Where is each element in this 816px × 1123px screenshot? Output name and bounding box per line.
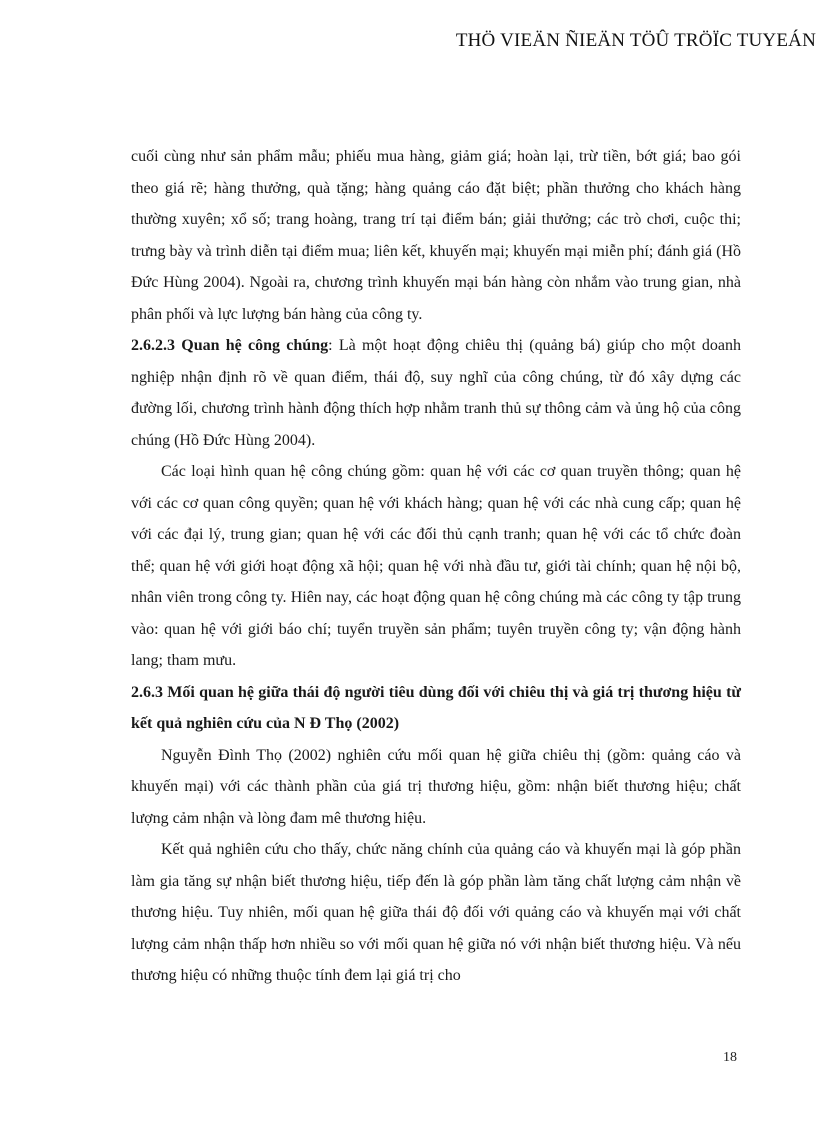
paragraph-public-relations: [131, 330, 741, 456]
subsection-heading-public-relations: 2.6.2.3 Quan hệ công chúng: [131, 337, 329, 354]
page-header-title: THÖ VIEÄN ÑIEÄN TÖÛ TRÖÏC TUYEÁN: [455, 30, 816, 51]
page-number: 18: [723, 1050, 737, 1065]
paragraph-promotion-list: cuối cùng như sản phẩm mẫu; phiếu mua hàng, giảm giá; hoàn lại, trừ tiền, bớt giá; bao gói theo giá rẽ; hàng thưởng, quà tặng; hàng quảng cáo đặt biệt; phần thưởng cho khách hàng thường xuyên; xổ số; trang hoàng, trang trí tại điểm bán; giải thưởng; các trò chơi, cuộc thi; trưng bày và trình diễn tại điểm mua; liên kết, khuyến mại; khuyến mại miễn phí; đánh giá (Hồ Đức Hùng 2004). Ngoài ra, chương trình khuyến mại bán hàng còn nhắm vào trung gian, nhà phân phối và lực lượng bán hàng của công ty.: [131, 148, 741, 323]
public-relations-definition: : Là một hoạt động chiêu thị (quảng bá) giúp cho một doanh nghiệp nhận định rõ về quan điểm, thái độ, suy nghĩ của công chúng, từ đó xây dựng các đường lối, chương trình hành động thích hợp nhằm tranh thủ sự thông cảm và ủng hộ của công chúng (Hồ Đức Hùng 2004).: [131, 337, 741, 449]
paragraph-research-results: Kết quả nghiên cứu cho thấy, chức năng chính của quảng cáo và khuyến mại là góp phần làm gia tăng sự nhận biết thương hiệu, tiếp đến là góp phần làm tăng chất lượng cảm nhận về thương hiệu. Tuy nhiên, mối quan hệ giữa thái độ đối với quảng cáo và khuyến mại với chất lượng cảm nhận thấp hơn nhiều so với mối quan hệ giữa nó với nhận biết thương hiệu. Và nếu thương hiệu có những thuộc tính đem lại giá trị cho: [131, 841, 741, 984]
paragraph-pr-types: Các loại hình quan hệ công chúng gồm: quan hệ với các cơ quan truyền thông; quan hệ với các cơ quan công quyền; quan hệ với khách hàng; quan hệ với các nhà cung cấp; quan hệ với các đại lý, trung gian; quan hệ với các đối thủ cạnh tranh; quan hệ với các tổ chức đoàn thể; quan hệ với giới hoạt động xã hội; quan hệ với nhà đầu tư, giới tài chính; quan hệ nội bộ, nhân viên trong công ty. Hiên nay, các hoạt động quan hệ công chúng mà các công ty tập trung vào: quan hệ với giới báo chí; tuyển truyền sản phẩm; tuyên truyền công ty; vận động hành lang; tham mưu.: [131, 463, 741, 669]
paragraph-nguyen-dinh-tho-study: Nguyễn Đình Thọ (2002) nghiên cứu mối quan hệ giữa chiêu thị (gồm: quảng cáo và khuyến mại) với các thành phần của giá trị thương hiệu, gồm: nhận biết thương hiệu; chất lượng cảm nhận và lòng đam mê thương hiệu.: [131, 746, 741, 827]
document-body: [131, 141, 741, 992]
section-heading-2-6-3: 2.6.3 Mối quan hệ giữa thái độ người tiêu dùng đối với chiêu thị và giá trị thương hiệu từ kết quả nghiên cứu của N Đ Thọ (2002): [131, 683, 741, 732]
